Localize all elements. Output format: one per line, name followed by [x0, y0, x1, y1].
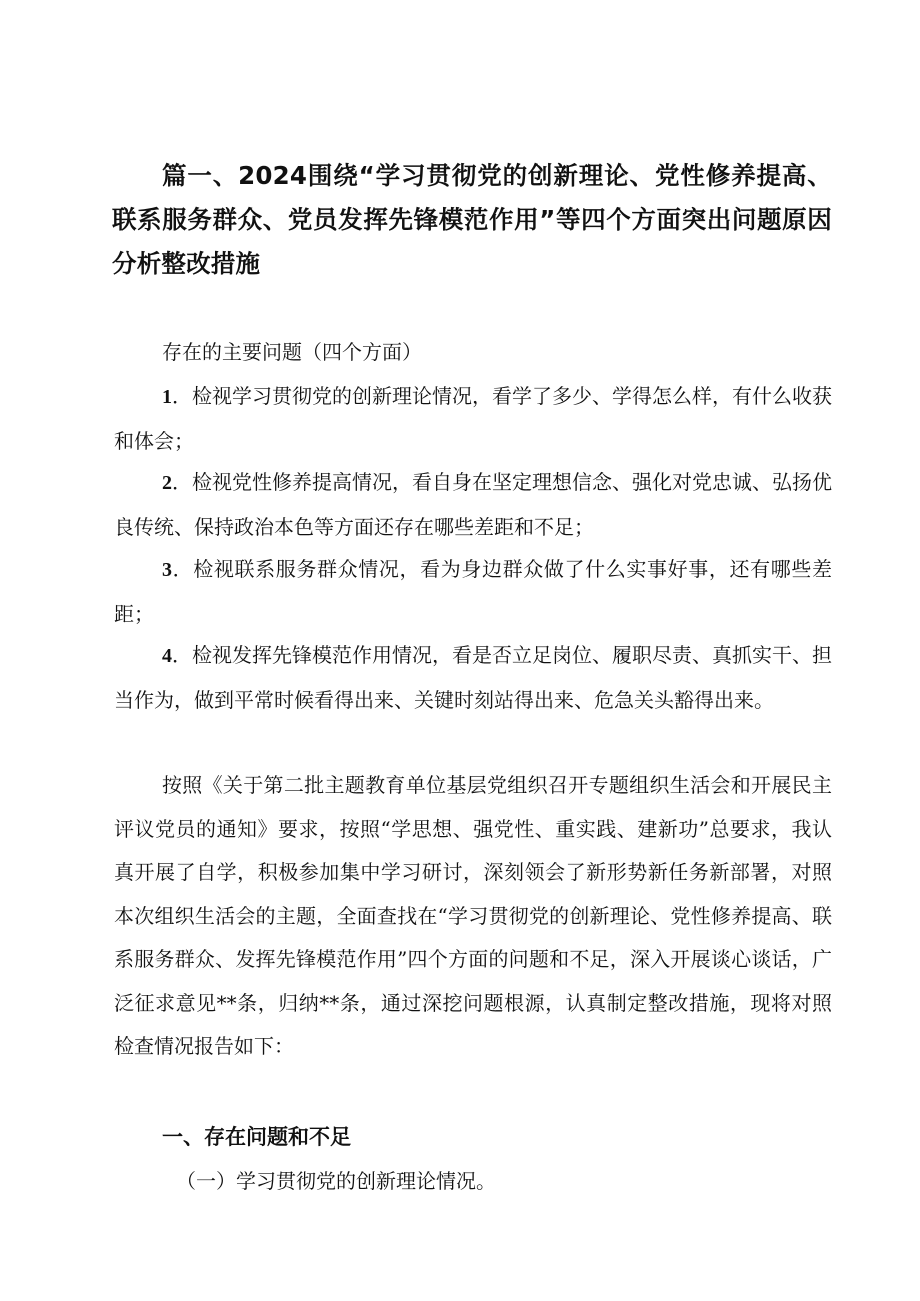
problem-item-text: ．检视联系服务群众情况，看为身边群众做了什么实事好事，还有哪些差距；	[114, 557, 832, 626]
problem-item-text: ．检视党性修养提高情况，看自身在坚定理想信念、强化对党忠诚、弘扬优良传统、保持政治本色等方面还存在哪些差距和不足；	[114, 470, 832, 539]
problem-item-4	[114, 634, 832, 722]
problem-item-number: 1	[162, 386, 172, 408]
section-heading: 一、存在问题和不足	[162, 1125, 351, 1149]
problem-item-number: 3	[162, 559, 172, 581]
problem-item-3	[114, 548, 832, 636]
problem-item-2	[114, 461, 832, 549]
subsection-heading: （一）学习贯彻党的创新理论情况。	[176, 1169, 496, 1193]
problem-item-text: ．检视学习贯彻党的创新理论情况，看学了多少、学得怎么样，有什么收获和体会；	[114, 384, 832, 453]
main-problems-heading: 存在的主要问题（四个方面）	[162, 340, 422, 364]
problem-item-1	[114, 375, 832, 463]
intro-paragraph: 按照《关于第二批主题教育单位基层党组织召开专题组织生活会和开展民主评议党员的通知》要求，按照“学思想、强党性、重实践、建新功”总要求，我认真开展了自学，积极参加集中学习研讨，深刻领会了新形势新任务新部署，对照本次组织生活会的主题，全面查找在“学习贯彻党的创新理论、党性修养提高、联系服务群众、发挥先锋模范作用”四个方面的问题和不足，深入开展谈心谈话，广泛征求意见**条，归纳**条，通过深挖问题根源，认真制定整改措施，现将对照检查情况报告如下：	[114, 773, 832, 1058]
problem-item-number: 2	[162, 472, 172, 494]
document-title: 篇一、2024围绕“学习贯彻党的创新理论、党性修养提高、联系服务群众、党员发挥先锋模范作用”等四个方面突出问题原因分析整改措施	[112, 161, 832, 278]
problem-item-number: 4	[162, 645, 172, 667]
problem-item-text: ．检视发挥先锋模范作用情况，看是否立足岗位、履职尽责、真抓实干、担当作为，做到平常时候看得出来、关键时刻站得出来、危急关头豁得出来。	[114, 643, 832, 712]
